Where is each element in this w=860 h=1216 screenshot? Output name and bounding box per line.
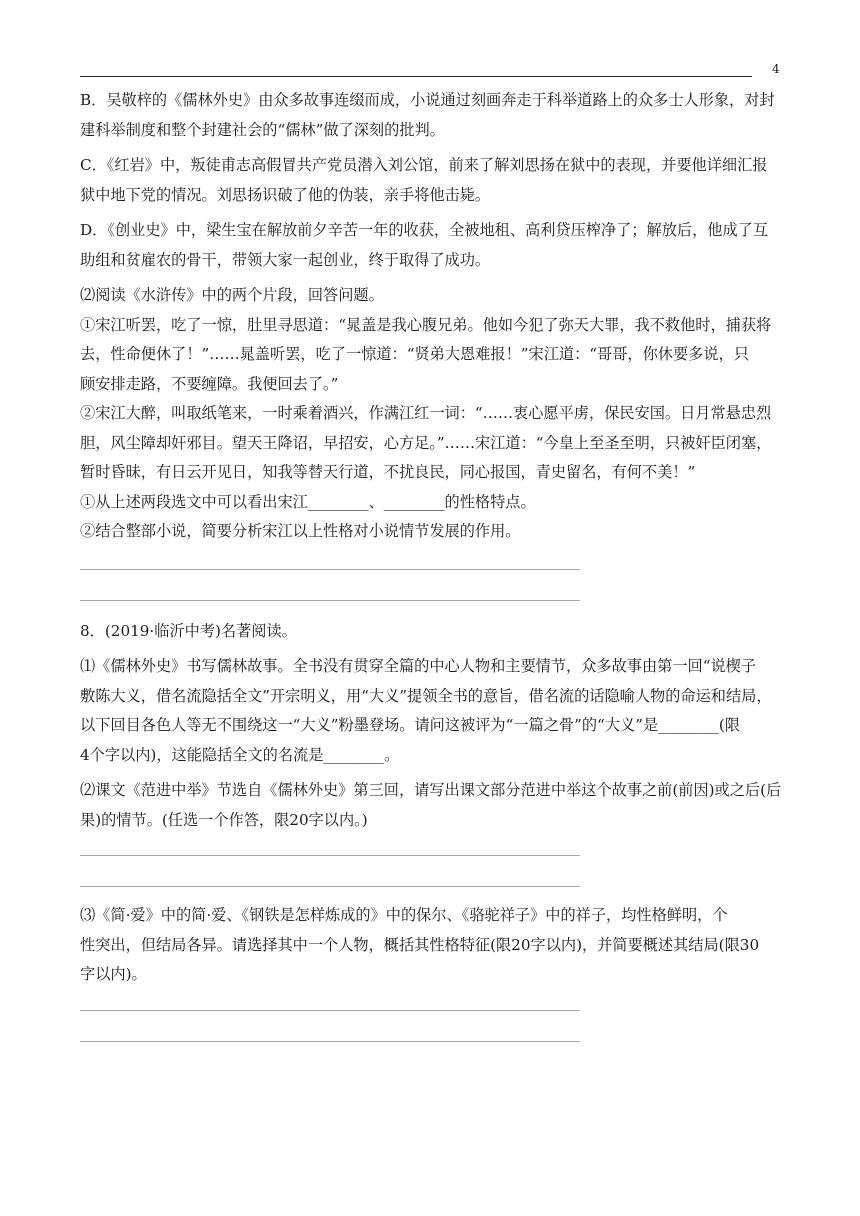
- text-line: 暂时昏昧，有日云开见日，知我等替天行道，不扰良民，同心报国，青史留名，有何不美！”: [80, 463, 696, 481]
- q8-part1: [80, 652, 776, 770]
- text-line: ②宋江大醉，叫取纸笔来，一时乘着酒兴，作满江红一词：“……衷心愿平虏，保民安国。日月常悬忠烈: [80, 404, 772, 422]
- text-line: ②结合整部小说，简要分析宋江以上性格对小说情节发展的作用。: [80, 522, 521, 540]
- text-line: 性突出，但结局各异。请选择其中一个人物，概括其性格特征(限20字以内)，并简要概述其结局(限30: [80, 935, 760, 954]
- text-line: ⑵阅读《水浒传》中的两个片段，回答问题。: [80, 286, 384, 304]
- text-line: 字以内)。: [80, 965, 147, 983]
- text-line: 助组和贫雇农的骨干，带领大家一起创业，终于取得了成功。: [80, 250, 491, 269]
- text-line: ⑵课文《范进中举》节选自《儒林外史》第三回，请写出课文部分范进中举这个故事之前(前因)或之后(后: [80, 781, 782, 799]
- text-line: 敷陈大义，借名流隐括全文”开宗明义，用“大义”提领全书的意旨，借名流的话隐喻人物的命运和结局，: [80, 686, 772, 705]
- text-line: D．《创业史》中，梁生宝在解放前夕辛苦一年的收获，全被地租、高利贷压榨净了；解放后，他成了互: [80, 221, 769, 239]
- text-line: 8．(2019·临沂中考)名著阅读。: [80, 621, 297, 640]
- text-line: 果)的情节。(任选一个作答，限20字以内。): [80, 810, 368, 829]
- text-line: ⑴《儒林外史》书写儒林故事。全书没有贯穿全篇的中心人物和主要情节，众多故事由第一回“说楔子: [80, 657, 757, 675]
- text-line: 狱中地下党的情况。刘思扬识破了他的伪装，亲手将他击毙。: [80, 185, 491, 204]
- excerpt-2: [80, 399, 776, 488]
- text-line: 去，性命便休了！”……晁盖听罢，吃了一惊道：“贤弟大恩难报！”宋江道：“哥哥，你休要多说，只: [80, 345, 749, 363]
- page-content: [80, 86, 782, 1042]
- answer-line[interactable]: [80, 1041, 580, 1042]
- text-line: 顾安排走路，不要缠障。我便回去了。”: [80, 374, 339, 393]
- option-d: [80, 216, 776, 275]
- text-line: C．《红岩》中，叛徒甫志高假冒共产党员潜入刘公馆，前来了解刘思扬在狱中的表现，并要他详细汇报: [80, 156, 768, 174]
- text-line: 4个字以内)，这能隐括全文的名流是________。: [80, 745, 400, 764]
- text-line: B．吴敬梓的《儒林外史》由众多故事连缀而成，小说通过刻画奔走于科举道路上的众多士人形象，对封: [80, 91, 775, 109]
- text-line: ①宋江听罢，吃了一惊，肚里寻思道：“晁盖是我心腹兄弟。他如今犯了弥天大罪，我不救他时，捕获将: [80, 315, 772, 334]
- q8-part2: [80, 776, 782, 835]
- q7-question1: [80, 488, 776, 518]
- text-line: ①从上述两段选文中可以看出宋江________、________的性格特点。: [80, 492, 536, 511]
- q8-heading: [80, 617, 776, 647]
- page-number: 4: [772, 62, 780, 76]
- text-line: 以下回目各色人等无不围绕这一“大义”粉墨登场。请问这被评为“一篇之骨”的“大义”是________(限: [80, 716, 741, 734]
- text-line: ⑶《简·爱》中的简·爱、《钢铁是怎样炼成的》中的保尔、《骆驼祥子》中的祥子，均性格鲜明，个: [80, 906, 728, 924]
- q8-part3: [80, 901, 776, 990]
- option-c: [80, 151, 776, 210]
- header-rule: [80, 76, 752, 77]
- option-b: [80, 86, 776, 145]
- excerpt-1: [80, 311, 776, 400]
- q7-question2: [80, 517, 776, 547]
- text-line: 建科举制度和整个封建社会的“儒林”做了深刻的批判。: [80, 120, 445, 139]
- text-line: 胆，风尘障却奸邪目。望天王降诏，早招安，心方足。”……宋江道：“今皇上至圣至明，只被奸臣闭塞，: [80, 433, 772, 452]
- q7-part2-prompt: [80, 281, 776, 311]
